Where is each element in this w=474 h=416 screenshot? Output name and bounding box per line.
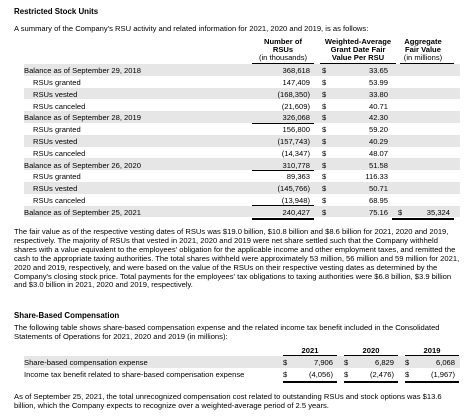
rsu-count-value: 310,778 bbox=[282, 160, 310, 170]
total-double-rule bbox=[344, 381, 398, 383]
col3-line2: Fair Value bbox=[405, 45, 441, 54]
row-label: Balance as of September 25, 2021 bbox=[24, 207, 141, 217]
row-shade bbox=[24, 182, 460, 194]
currency-symbol: $ bbox=[344, 358, 349, 367]
row-label: RSUs granted bbox=[33, 172, 81, 182]
currency-symbol: $ bbox=[322, 172, 327, 182]
rsu-count-value: (157,743) bbox=[277, 137, 310, 146]
currency-symbol: $ bbox=[322, 196, 327, 205]
col1-line3: (in thousands) bbox=[258, 53, 308, 62]
grant-value-per-rsu: 59.20 bbox=[368, 125, 388, 135]
subtotal-rule bbox=[252, 205, 314, 206]
rsu-count-value: (14,347) bbox=[281, 148, 310, 158]
rsu-count-value: 147,409 bbox=[282, 78, 310, 87]
currency-symbol: $ bbox=[398, 207, 403, 217]
sbc-amount: (2,476) bbox=[369, 370, 394, 379]
rsu-count-value: 240,427 bbox=[282, 207, 310, 217]
sbc-amount: (4,056) bbox=[308, 370, 333, 379]
total-double-rule bbox=[392, 218, 454, 220]
row-label: RSUs canceled bbox=[33, 101, 86, 111]
rsu-count-value: 156,800 bbox=[282, 125, 310, 135]
row-shade bbox=[24, 135, 460, 147]
currency-symbol: $ bbox=[322, 184, 327, 194]
currency-symbol: $ bbox=[322, 207, 327, 217]
row-label: RSUs canceled bbox=[33, 148, 86, 158]
currency-symbol: $ bbox=[344, 370, 349, 379]
col3-line1: Aggregate bbox=[404, 37, 442, 46]
col2-line1: Weighted-Average bbox=[324, 37, 392, 46]
rsu-fair-value-paragraph: The fair value as of the respective vesting dates of RSUs was $19.0 billion, $10.8 billion and $8.6 billion for 2021, 2020 and 2019, respectively. The majority of RSUs that vested in 2021, 2020 and 2019 were net share settled such that the Company withheld shares with a value equivalent to the employees' obligation for the applicable income and other employment taxes, and remitted the cash to the appropriate taxing authorities. The total shares withheld were approximately 53 million, 56 million and 59 million for 2021, 2020 and 2019, respectively, and were based on the value of the RSUs on their respective vesting dates as determined by the Company's closing stock price. Total payments for the employees' tax obligations to taxing authorities were $6.8 billion, $3.9 billion and $3.0 billion in 2021, 2020 and 2019, respectively. bbox=[14, 227, 460, 290]
grant-value-per-rsu: 116.33 bbox=[365, 172, 388, 182]
rsu-count-value: (21,609) bbox=[281, 101, 310, 111]
col-header-grant-date-fair-value bbox=[318, 38, 398, 62]
currency-symbol: $ bbox=[283, 370, 288, 379]
rsu-count-value: 326,068 bbox=[282, 113, 310, 123]
row-label: Balance as of September 29, 2018 bbox=[24, 66, 141, 76]
subtotal-rule bbox=[252, 170, 314, 171]
year-header-2019: 2019 bbox=[423, 346, 441, 355]
sbc-intro: The following table shows share-based compensation expense and the related income tax benefit included in the Consolidated Statements of Operations for 2021, 2020 and 2019 (in millions): bbox=[14, 323, 440, 341]
rsu-count-value: (145,766) bbox=[277, 184, 310, 194]
currency-symbol: $ bbox=[405, 370, 410, 379]
total-double-rule bbox=[405, 381, 459, 383]
total-double-rule bbox=[252, 218, 314, 220]
grant-value-per-rsu: 53.99 bbox=[368, 78, 388, 87]
year-header-2021: 2021 bbox=[301, 346, 319, 355]
rsu-count-value: 368,618 bbox=[282, 66, 310, 76]
currency-symbol: $ bbox=[322, 89, 327, 99]
row-label: RSUs vested bbox=[33, 89, 78, 99]
col1-line2: RSUs bbox=[272, 45, 294, 54]
currency-symbol: $ bbox=[322, 137, 327, 146]
currency-symbol: $ bbox=[405, 358, 410, 367]
row-shade bbox=[24, 88, 460, 100]
rsu-count-value: (13,948) bbox=[281, 196, 310, 205]
currency-symbol: $ bbox=[322, 125, 327, 135]
currency-symbol: $ bbox=[322, 101, 327, 111]
currency-symbol: $ bbox=[322, 148, 327, 158]
rsu-heading: Restricted Stock Units bbox=[14, 7, 99, 16]
grant-value-per-rsu: 48.07 bbox=[368, 148, 388, 158]
sbc-row-label: Share-based compensation expense bbox=[24, 358, 148, 367]
row-label: RSUs canceled bbox=[33, 196, 86, 205]
grant-value-per-rsu: 75.16 bbox=[368, 207, 388, 217]
grant-value-per-rsu: 68.95 bbox=[368, 196, 388, 205]
sbc-row-label: Income tax benefit related to share-based compensation expense bbox=[24, 370, 245, 379]
row-label: RSUs granted bbox=[33, 78, 81, 87]
year-header-2020: 2020 bbox=[362, 346, 380, 355]
rsu-intro: A summary of the Company's RSU activity and related information for 2021, 2020 and 2019, is as follows: bbox=[14, 24, 369, 33]
col1-line1: Number of bbox=[264, 37, 302, 46]
rsu-count-value: 89,363 bbox=[286, 172, 310, 182]
aggregate-fair-value: 35,324 bbox=[426, 207, 450, 217]
total-double-rule bbox=[283, 381, 337, 383]
sbc-amount: 7,906 bbox=[313, 358, 333, 367]
currency-symbol: $ bbox=[322, 113, 327, 123]
rsu-count-value: (168,350) bbox=[277, 89, 310, 99]
currency-symbol: $ bbox=[322, 66, 327, 76]
currency-symbol: $ bbox=[322, 78, 327, 87]
sbc-closing-paragraph: As of September 25, 2021, the total unrecognized compensation cost related to outstanding RSUs and stock options was $13.6 billion, which the Company expects to recognize over a weighted-average period of 2.5 years. bbox=[14, 392, 442, 410]
sbc-amount: 6,829 bbox=[374, 358, 394, 367]
row-label: RSUs vested bbox=[33, 137, 78, 146]
grant-value-per-rsu: 50.71 bbox=[368, 184, 388, 194]
col2-line3: Value Per RSU bbox=[331, 53, 385, 62]
currency-symbol: $ bbox=[322, 160, 327, 170]
currency-symbol: $ bbox=[283, 358, 288, 367]
subtotal-rule bbox=[252, 123, 314, 124]
grant-value-per-rsu: 51.58 bbox=[368, 160, 388, 170]
col-header-number-of-rsus bbox=[252, 38, 314, 62]
col-header-aggregate-fair-value bbox=[392, 38, 454, 62]
sbc-amount: 6,068 bbox=[435, 358, 455, 367]
grant-value-per-rsu: 42.30 bbox=[368, 113, 388, 123]
sbc-amount: (1,967) bbox=[430, 370, 455, 379]
row-label: RSUs vested bbox=[33, 184, 78, 194]
sbc-heading: Share-Based Compensation bbox=[14, 311, 120, 320]
grant-value-per-rsu: 40.29 bbox=[368, 137, 388, 146]
col3-line3: (in millions) bbox=[403, 53, 443, 62]
row-label: Balance as of September 26, 2020 bbox=[24, 160, 141, 170]
row-label: Balance as of September 28, 2019 bbox=[24, 113, 141, 123]
grant-value-per-rsu: 40.71 bbox=[368, 101, 388, 111]
grant-value-per-rsu: 33.65 bbox=[368, 66, 388, 76]
col2-line2: Grant Date Fair bbox=[330, 45, 386, 54]
grant-value-per-rsu: 33.80 bbox=[368, 89, 388, 99]
row-label: RSUs granted bbox=[33, 125, 81, 135]
